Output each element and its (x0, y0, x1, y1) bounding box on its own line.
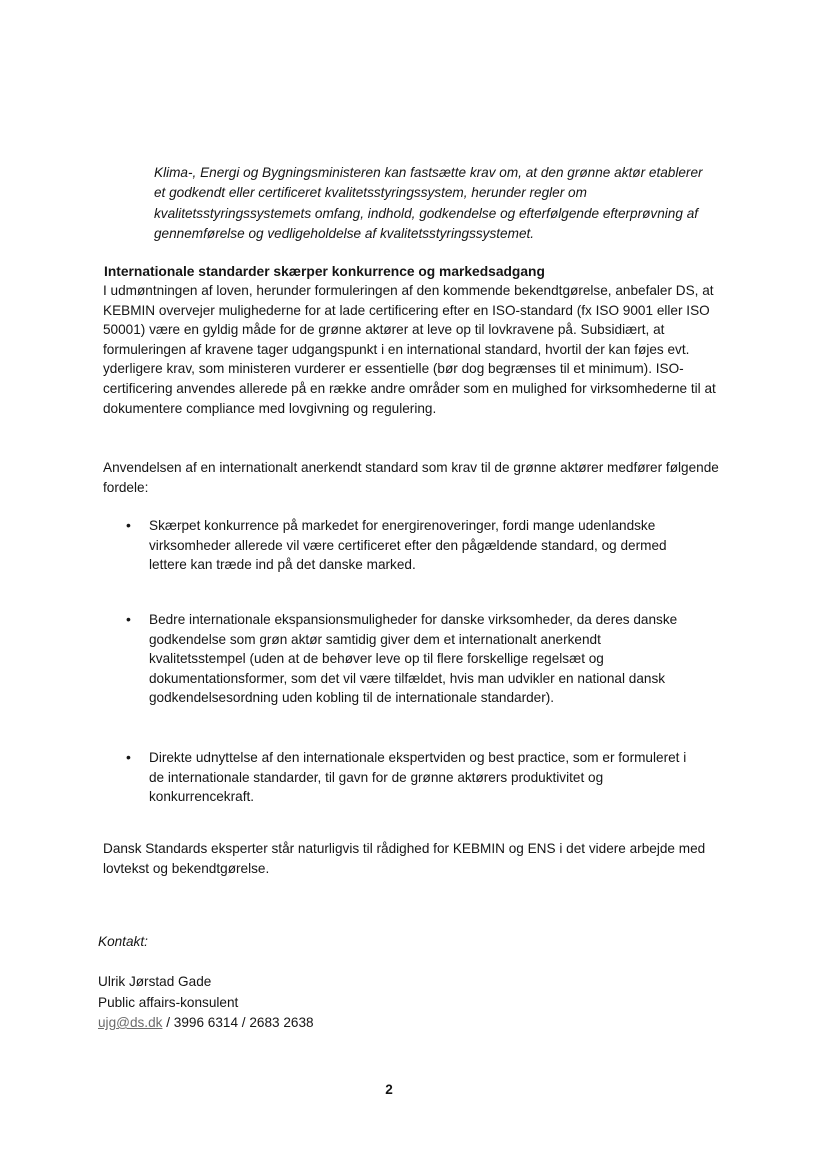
list-item-text: Direkte udnyttelse af den internationale ekspertviden og best practice, som er formuleret i de internationale standarder, til gavn for de grønne aktørers produktivitet og konkurrencekraft. (149, 750, 687, 805)
bullet-icon: • (126, 749, 131, 765)
paragraph-closing: Dansk Standards eksperter står naturligvis til rådighed for KEBMIN og ENS i det videre arbejde med lovtekst og bekendtgørelse. (103, 841, 706, 876)
contact-line (98, 1013, 314, 1034)
paragraph-recommendation: I udmøntningen af loven, herunder formuleringen af den kommende bekendtgørelse, anbefaler DS, at KEBMIN overvejer mulighederne for at lade certificering efter en ISO-standard (fx ISO 9001 eller ISO 50001) være en gyldig måde for de grønne aktører at leve op til lovkravene på. Subsidiært, at formuleringen af kravene tager udgangspunkt i en international standard, hvortil der kan føjes evt. yderligere krav, som ministeren vurderer er essentielle (bør dog begrænses til et minimum). ISO-certificering anvendes allerede på en række andre områder som en mulighed for virksomhederne til at dokumentere compliance med lovgivning og regulering. (103, 283, 716, 416)
quoted-law-text: Klima-, Energi og Bygningsministeren kan fastsætte krav om, at den grønne aktør etablerer et godkendt eller certificeret kvalitetsstyringssystem, herunder regler om kvalitetsstyringssystemets omfang, indhold, godkendelse og efterfølgende efterprøvning af gennemførelse og vedligeholdelse af kvalitetsstyringssystemet. (154, 165, 703, 241)
list-item-text: Skærpet konkurrence på markedet for energirenoveringer, fordi mange udenlandske virksomheder allerede vil være certificeret efter den pågældende standard, og dermed lettere kan træde ind på det danske marked. (149, 518, 667, 573)
contact-block (98, 972, 314, 1034)
contact-phones: / 3996 6314 / 2683 2638 (162, 1015, 314, 1030)
email-link[interactable]: ujg@ds.dk (98, 1015, 163, 1030)
list-item-text: Bedre internationale ekspansionsmuligheder for danske virksomheder, da deres danske godkendelse som grøn aktør samtidig giver dem et internationalt anerkendt kvalitetsstempel (uden at de behøver leve op til flere forskellige regelsæt og dokumentationsformer, som det vil være tilfældet, hvis man udvikler en national dansk godkendelsesordning uden kobling til de internationale standarder). (149, 612, 678, 706)
bullet-icon: • (126, 611, 131, 627)
bullet-icon: • (126, 517, 131, 533)
contact-label: Kontakt: (98, 934, 148, 949)
contact-name: Ulrik Jørstad Gade (98, 974, 212, 989)
page-number: 2 (385, 1082, 393, 1097)
paragraph-benefits-intro: Anvendelsen af en internationalt anerkendt standard som krav til de grønne aktører medfører følgende fordele: (103, 460, 719, 495)
section-heading: Internationale standarder skærper konkurrence og markedsadgang (104, 264, 545, 279)
contact-role: Public affairs-konsulent (98, 994, 239, 1010)
